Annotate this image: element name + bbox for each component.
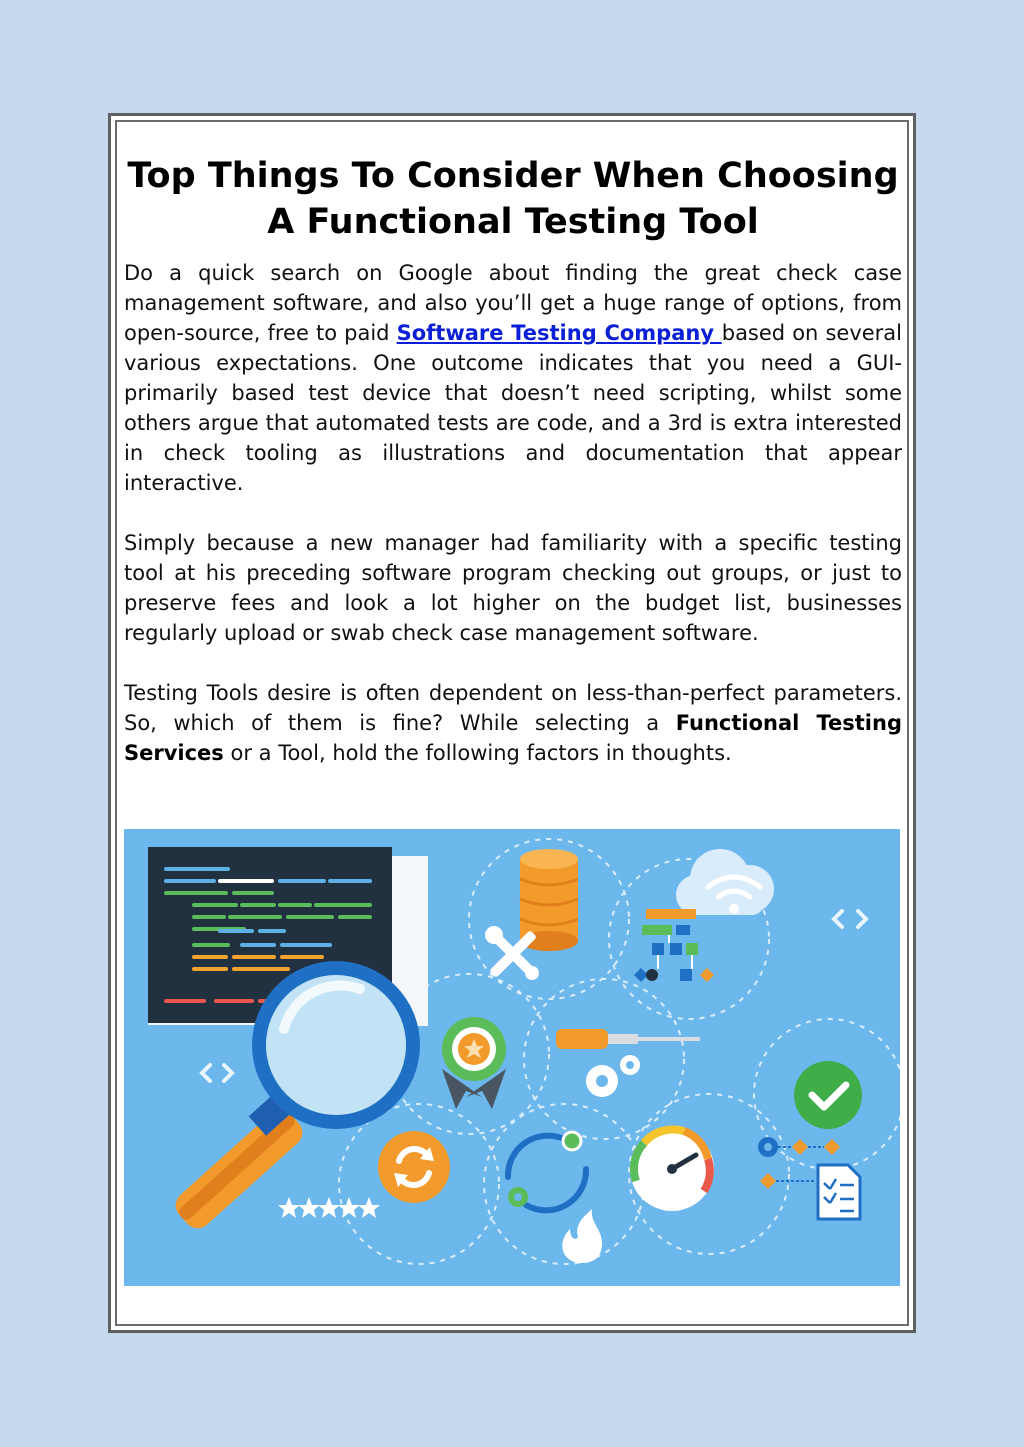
gauge-icon xyxy=(630,1127,714,1211)
paragraph-3 xyxy=(124,678,902,768)
paragraph-1-text-b: based on several various expectations. One outcome indicates that you need a GUI-primarily based test device that doesn’t need scripting, whilst some others argue that automated tests are code, and a 3rd is extra interested in check tooling as illustrations and documentation that appear interactive. xyxy=(124,321,903,495)
refresh-icon xyxy=(378,1131,450,1203)
software-testing-company-link[interactable]: Software Testing Company xyxy=(396,321,722,345)
title-line-2: A Functional Testing Tool xyxy=(267,202,759,242)
paragraph-1-text-a: Do a quick search on Google about finding the great check case management software, and also you’ll get a huge range of options, from open-source, free to paid xyxy=(124,261,902,345)
document-title xyxy=(124,153,902,245)
testing-illustration xyxy=(124,829,900,1286)
paragraph-1 xyxy=(124,258,902,498)
title-line-1: Top Things To Consider When Choosing xyxy=(127,156,899,196)
paragraph-3-text-b: or a Tool, hold the following factors in thoughts. xyxy=(223,741,732,765)
checklist-icon xyxy=(818,1165,860,1219)
checkmark-icon xyxy=(794,1061,862,1129)
paragraph-2: Simply because a new manager had familiarity with a specific testing tool at his preceding software program checking out groups, or just to preserve fees and look a lot higher on the budget list, businesses regularly upload or swab check case management software. xyxy=(124,531,902,645)
document-content xyxy=(124,153,902,768)
paragraph-3-text-a: Testing Tools desire is often dependent on less-than-perfect parameters. So, which of them is fine? While selecting a xyxy=(124,681,902,735)
functional-testing-services-bold: Functional Testing Services xyxy=(124,711,902,765)
